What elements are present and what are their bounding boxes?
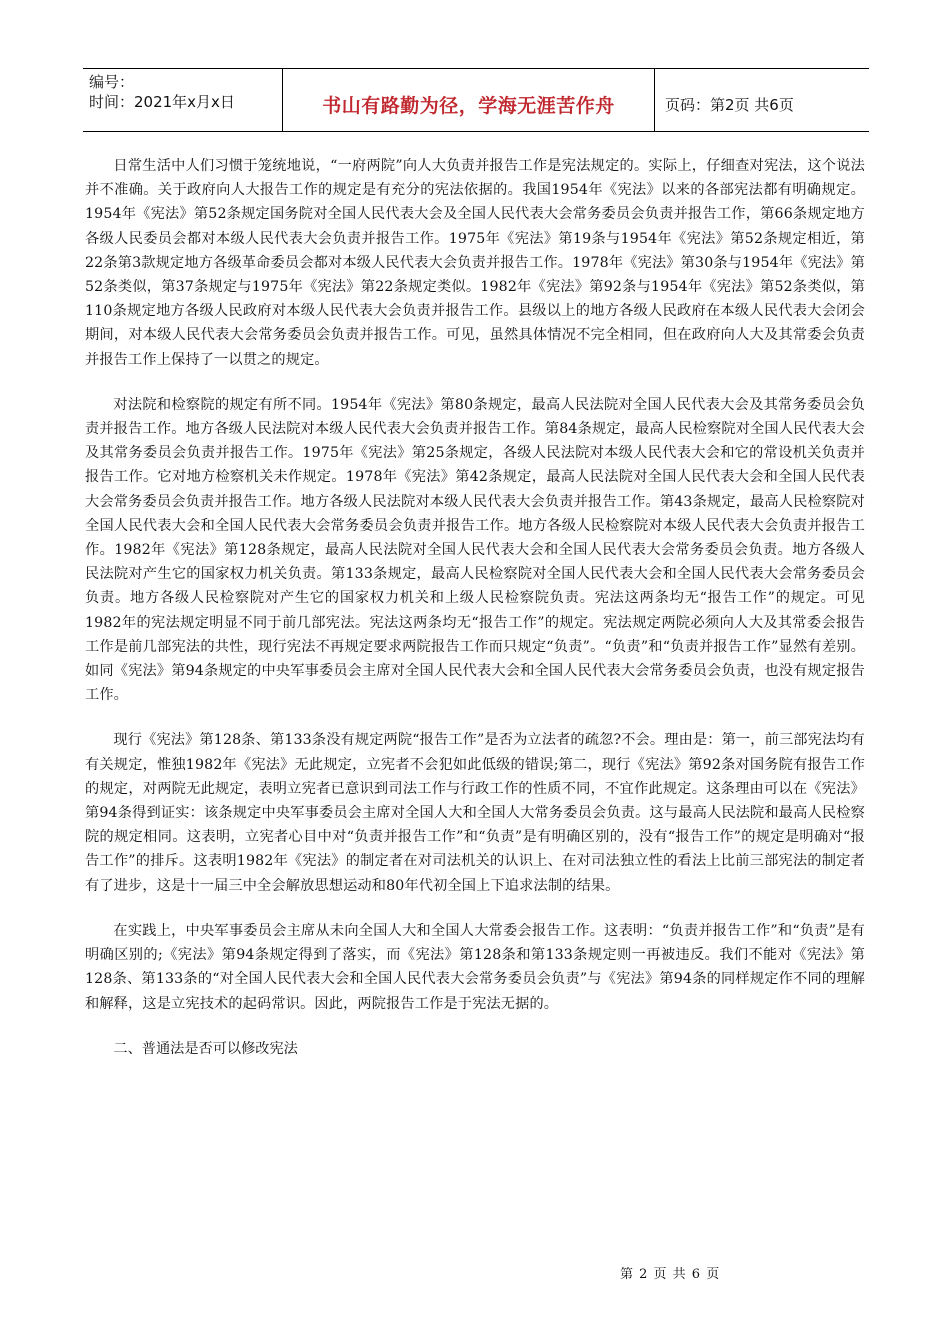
header-meta (83, 69, 283, 131)
body-paragraph-2: 对法院和检察院的规定有所不同。1954年《宪法》第80条规定，最高人民法院对全国人民代表大会及其常务委员会负责并报告工作。地方各级人民法院对本级人民代表大会负责并报告工作。第84条规定，最高人民检察院对全国人民代表大会及其常务委员会负责并报告工作。1975年《宪法》第25条规定，各级人民法院对本级人民代表大会和它的常设机关负责并报告工作。它对地方检察机关未作规定。1978年《宪法》第42条规定，最高人民法院对全国人民代表大会和全国人民代表大会常务委员会负责并报告工作。地方各级人民法院对本级人民代表大会负责并报告工作。第43条规定，最高人民检察院对全国人民代表大会和全国人民代表大会常务委员会负责并报告工作。地方各级人民检察院对本级人民代表大会负责并报告工作。1982年《宪法》第128条规定，最高人民法院对全国人民代表大会和全国人民代表大会常务委员会负责。地方各级人民法院对产生它的国家权力机关负责。第133条规定，最高人民检察院对全国人民代表大会和全国人民代表大会常务委员会负责。地方各级人民检察院对产生它的国家权力机关和上级人民检察院负责。宪法这两条均无“报告工作”的规定。可见1982年的宪法规定明显不同于前几部宪法。宪法这两条均无“报告工作”的规定。宪法规定两院必须向人大及其常委会报告工作是前几部宪法的共性，现行宪法不再规定要求两院报告工作而只规定“负责”。“负责”和“负责并报告工作”显然有差别。如同《宪法》第94条规定的中央军事委员会主席对全国人民代表大会和全国人民代表大会常务委员会负责，也没有规定报告工作。 (85, 396, 865, 704)
header-motto-cell (283, 69, 655, 131)
body-paragraph-3: 现行《宪法》第128条、第133条没有规定两院“报告工作”是否为立法者的疏忽?不会。理由是：第一，前三部宪法均有有关规定，惟独1982年《宪法》无此规定，立宪者不会犯如此低级的错误;第二，现行《宪法》第92条对国务院有报告工作的规定，对两院无此规定，表明立宪者已意识到司法工作与行政工作的性质不同，不宜作此规定。这条理由可以在《宪法》第94条得到证实：该条规定中央军事委员会主席对全国人大和全国人大常务委员会负责。这与最高人民法院和最高人民检察院的规定相同。这表明，立宪者心目中对“负责并报告工作”和“负责”是有明确区别的，没有“报告工作”的规定是明确对“报告工作”的排斥。这表明1982年《宪法》的制定者在对司法机关的认识上、在对司法独立性的看法上比前三部宪法的制定者有了进步，这是十一届三中全会解放思想运动和80年代初全国上下追求法制的结果。 (85, 732, 865, 894)
document-header (83, 68, 869, 132)
document-time-label: 时间：2021年x月x日 (89, 93, 235, 111)
body-paragraph-4: 在实践上，中央军事委员会主席从未向全国人大和全国人大常委会报告工作。这表明：“负责并报告工作”和“负责”是有明确区别的;《宪法》第94条规定得到了落实，而《宪法》第128条和第133条规定则一再被违反。我们不能对《宪法》第128条、第133条的“对全国人民代表大会和全国人民代表大会常务委员会负责”与《宪法》第94条的同样规定作不同的理解和解释，这是立宪技术的起码常识。因此，两院报告工作是于宪法无据的。 (85, 922, 865, 1012)
page-footer: 第 2 页 共 6 页 (620, 1267, 721, 1282)
header-page-info: 页码：第2页 共6页 (665, 95, 794, 114)
document-number-label: 编号： (89, 73, 135, 91)
header-motto: 书山有路勤为径，学海无涯苦作舟 (322, 94, 615, 117)
document-body (85, 154, 865, 1061)
section-heading: 二、普通法是否可以修改宪法 (113, 1040, 298, 1057)
body-paragraph-1: 日常生活中人们习惯于笼统地说，“一府两院”向人大负责并报告工作是宪法规定的。实际上，仔细查对宪法，这个说法并不准确。关于政府向人大报告工作的规定是有充分的宪法依据的。我国1954年《宪法》以来的各部宪法都有明确规定。1954年《宪法》第52条规定国务院对全国人民代表大会及全国人民代表大会常务委员会负责并报告工作，第66条规定地方各级人民委员会都对本级人民代表大会负责并报告工作。1975年《宪法》第19条与1954年《宪法》第52条规定相近，第22条第3款规定地方各级革命委员会都对本级人民代表大会负责并报告工作。1978年《宪法》第30条与1954年《宪法》第52条类似，第37条规定与1975年《宪法》第22条规定类似。1982年《宪法》第92条与1954年《宪法》第52条类似，第110条规定地方各级人民政府对本级人民代表大会负责并报告工作。县级以上的地方各级人民政府在本级人民代表大会闭会期间，对本级人民代表大会常务委员会负责并报告工作。可见，虽然具体情况不完全相同，但在政府向人大及其常委会负责并报告工作上保持了一以贯之的规定。 (85, 158, 865, 368)
